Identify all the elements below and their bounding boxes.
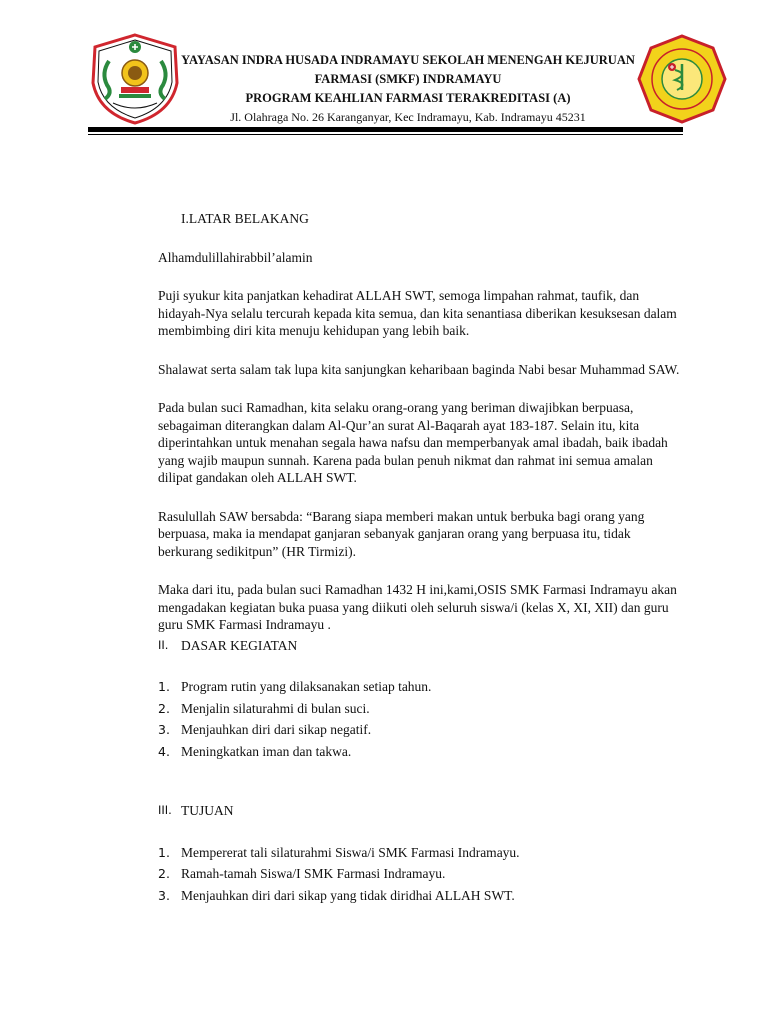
smk-farmasi-emblem-icon: [637, 34, 727, 124]
paragraph-gratitude: Puji syukur kita panjatkan kehadirat ALLAH SWT, semoga limpahan rahmat, taufik, dan hidayah-Nya selalu tercurah kepada kita semua, dan kita senantiasa diberikan kesuksesan dalam membimbing diri kita menuju kehidupan yang lebih baik.: [158, 288, 677, 338]
list-item: [158, 700, 688, 722]
letterhead-line2: FARMASI (SMKF) INDRAMAYU: [314, 72, 502, 86]
list-item: [158, 887, 688, 909]
list-text: Program rutin yang dilaksanakan setiap tahun.: [181, 679, 432, 694]
letterhead-rule-thick: [88, 127, 683, 132]
paragraph-greeting: Alhamdulillahirabbil’alamin: [158, 249, 313, 265]
list-item: [158, 865, 688, 887]
list-number: 3.: [158, 722, 170, 737]
paragraph-shalawat: Shalawat serta salam tak lupa kita sanjungkan keharibaan baginda Nabi besar Muhammad SAW.: [158, 361, 680, 377]
letterhead-line1: YAYASAN INDRA HUSADA INDRAMAYU SEKOLAH MENENGAH KEJURUAN: [181, 53, 635, 67]
letterhead: [0, 0, 768, 140]
section2-heading: [158, 637, 688, 655]
list-text: Meningkatkan iman dan takwa.: [181, 743, 352, 759]
list-text: Ramah-tamah Siswa/I SMK Farmasi Indramayu.: [181, 866, 446, 881]
paragraph-plan: Maka dari itu, pada bulan suci Ramadhan 1432 H ini,kami,OSIS SMK Farmasi Indramayu akan mengadakan kegiatan buka puasa yang diikuti oleh seluruh siswa/i (kelas X, XI, XII) dan guru guru SMK Farmasi Indramayu .: [158, 582, 677, 632]
section2-list: [158, 678, 688, 764]
list-text: Mempererat tali silaturahmi Siswa/i SMK Farmasi Indramayu.: [181, 844, 520, 860]
letterhead-line3: PROGRAM KEAHLIAN FARMASI TERAKREDITASI (A): [245, 91, 571, 105]
list-number: 2.: [158, 700, 170, 716]
document-body: [158, 210, 688, 908]
section3-heading: [158, 802, 688, 820]
paragraph-hadith: Rasulullah SAW bersabda: “Barang siapa memberi makan untuk berbuka bagi orang yang berpuasa, maka ia mendapat ganjaran sebanyak ganjaran orang yang berpuasa itu, tidak berkurang sedikitpun” (HR Tirmizi).: [158, 508, 645, 559]
paragraph-ramadhan: Pada bulan suci Ramadhan, kita selaku orang-orang yang beriman diwajibkan berpuasa, sebagaiman diterangkan dalam Al-Qur’an surat Al-Baqarah ayat 183-187. Selain itu, kita diperintahkan untuk menahan segala hawa nafsu dan memperbanyak amal ibadah, baik ibadah yang wajib maupun sunnah. Karena pada bulan penuh nikmat dan rahmat ini semua amalan dilipat gandakan oleh ALLAH SWT.: [158, 400, 668, 485]
list-number: 3.: [158, 887, 170, 903]
list-number: 4.: [158, 743, 170, 759]
section3-list: [158, 844, 688, 909]
list-item: [158, 743, 688, 765]
section1-heading: I.LATAR BELAKANG: [181, 211, 309, 226]
section2-number: II.: [158, 637, 169, 652]
letterhead-address: Jl. Olahraga No. 26 Karanganyar, Kec Indramayu, Kab. Indramayu 45231: [230, 110, 586, 124]
list-number: 1.: [158, 679, 170, 694]
list-item: [158, 844, 688, 866]
section3-number: III.: [158, 803, 172, 817]
letterhead-rule-thin: [88, 134, 683, 135]
list-item: [158, 721, 688, 743]
list-text: Menjalin silaturahmi di bulan suci.: [181, 700, 370, 716]
list-number: 2.: [158, 866, 170, 881]
list-text: Menjauhkan diri dari sikap yang tidak diridhai ALLAH SWT.: [181, 887, 515, 903]
list-text: Menjauhkan diri dari sikap negatif.: [181, 722, 372, 737]
list-number: 1.: [158, 844, 170, 860]
section2-title: DASAR KEGIATAN: [181, 637, 298, 653]
list-item: [158, 678, 688, 700]
section3-title: TUJUAN: [181, 803, 234, 818]
yayasan-emblem-icon: [91, 33, 179, 125]
